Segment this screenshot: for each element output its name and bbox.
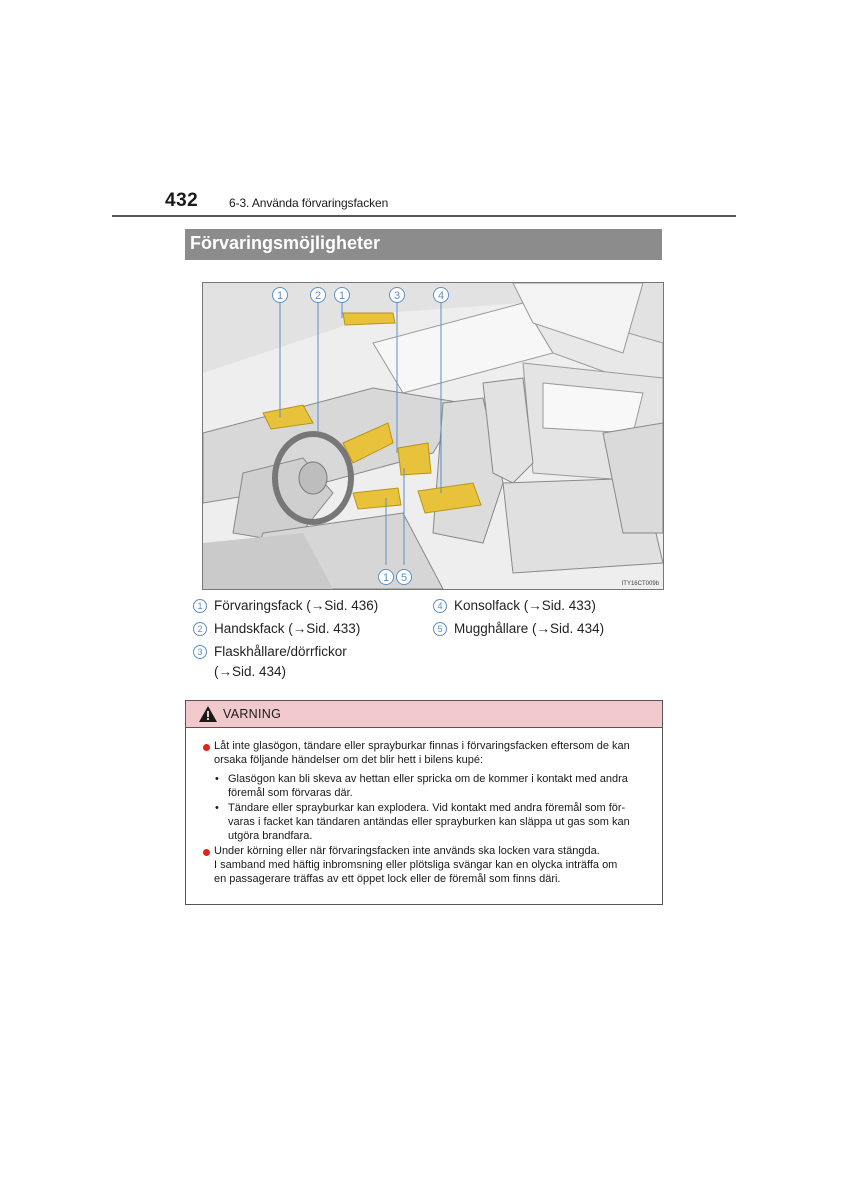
warning-label: VARNING <box>223 707 282 721</box>
warning-text: varas i facket kan tändaren antändas eller sprayburken kan släppa ut gas som kan <box>228 816 630 828</box>
legend-number: 2 <box>193 622 207 636</box>
warning-text: en passagerare träffas av ett öppet lock eller de föremål som finns däri. <box>214 873 561 885</box>
legend-text: Handskfack (→Sid. 433) <box>214 621 361 636</box>
legend-text: Mugghållare (→Sid. 434) <box>454 621 605 636</box>
storage-highlight-3 <box>398 443 431 475</box>
legend-number: 5 <box>433 622 447 636</box>
header-rule <box>112 215 736 217</box>
title-bar <box>185 229 662 260</box>
warning-text: Glasögon kan bli skeva av hettan eller spricka om de kommer i kontakt med andra <box>228 773 628 785</box>
legend-number: 4 <box>433 599 447 613</box>
legend-item-5 <box>433 621 604 636</box>
callout-5: 5 <box>400 572 408 584</box>
callout-4: 4 <box>437 290 445 302</box>
sub-bullet: • <box>215 802 219 814</box>
warning-text: utgöra brandfara. <box>228 830 313 842</box>
sub-bullet: • <box>215 773 219 785</box>
warning-text: Tändare eller sprayburkar kan explodera. Vid kontakt med andra föremål som för- <box>228 802 626 814</box>
legend-number: 1 <box>193 599 207 613</box>
page-number: 432 <box>165 190 199 211</box>
page-title: Förvaringsmöjligheter <box>190 233 381 253</box>
callout-1c: 1 <box>382 572 390 584</box>
legend-text: Förvaringsfack (→Sid. 436) <box>214 598 379 613</box>
warning-text: Låt inte glasögon, tändare eller sprayburkar finnas i förvaringsfacken eftersom de kan <box>214 740 630 752</box>
warning-text: orsaka följande händelser om det blir hett i bilens kupé: <box>214 754 484 766</box>
storage-highlight-1b <box>343 313 395 325</box>
illustration-code: ITY16CT009b <box>621 581 659 587</box>
callout-1a: 1 <box>276 290 284 302</box>
callout-3: 3 <box>393 290 401 302</box>
legend-item-4 <box>433 598 596 613</box>
warning-header <box>186 701 662 728</box>
warning-triangle-icon <box>199 706 217 722</box>
callout-2: 2 <box>314 290 322 302</box>
warning-text: föremål som förvaras där. <box>228 787 353 799</box>
legend-item-3-ref <box>214 664 286 679</box>
warning-text: Under körning eller när förvaringsfacken inte används ska locken vara stängda. <box>214 845 600 857</box>
callout-1b: 1 <box>338 290 346 302</box>
interior-illustration <box>202 282 664 590</box>
bullet-red-dot <box>203 849 210 856</box>
bullet-red-dot <box>203 744 210 751</box>
legend-text: (→Sid. 434) <box>214 664 287 679</box>
legend-text: Konsolfack (→Sid. 433) <box>454 598 596 613</box>
legend-text: Flaskhållare/dörrfickor <box>214 644 347 659</box>
legend-number: 3 <box>193 645 207 659</box>
legend-item-3 <box>193 644 347 659</box>
warning-box <box>185 700 663 905</box>
section-label: 6-3. Använda förvaringsfacken <box>229 196 389 210</box>
warning-text: I samband med häftig inbromsning eller plötsliga svängar kan en olycka inträffa om <box>214 859 618 871</box>
legend-item-1 <box>193 598 378 613</box>
legend-item-2 <box>193 621 360 636</box>
